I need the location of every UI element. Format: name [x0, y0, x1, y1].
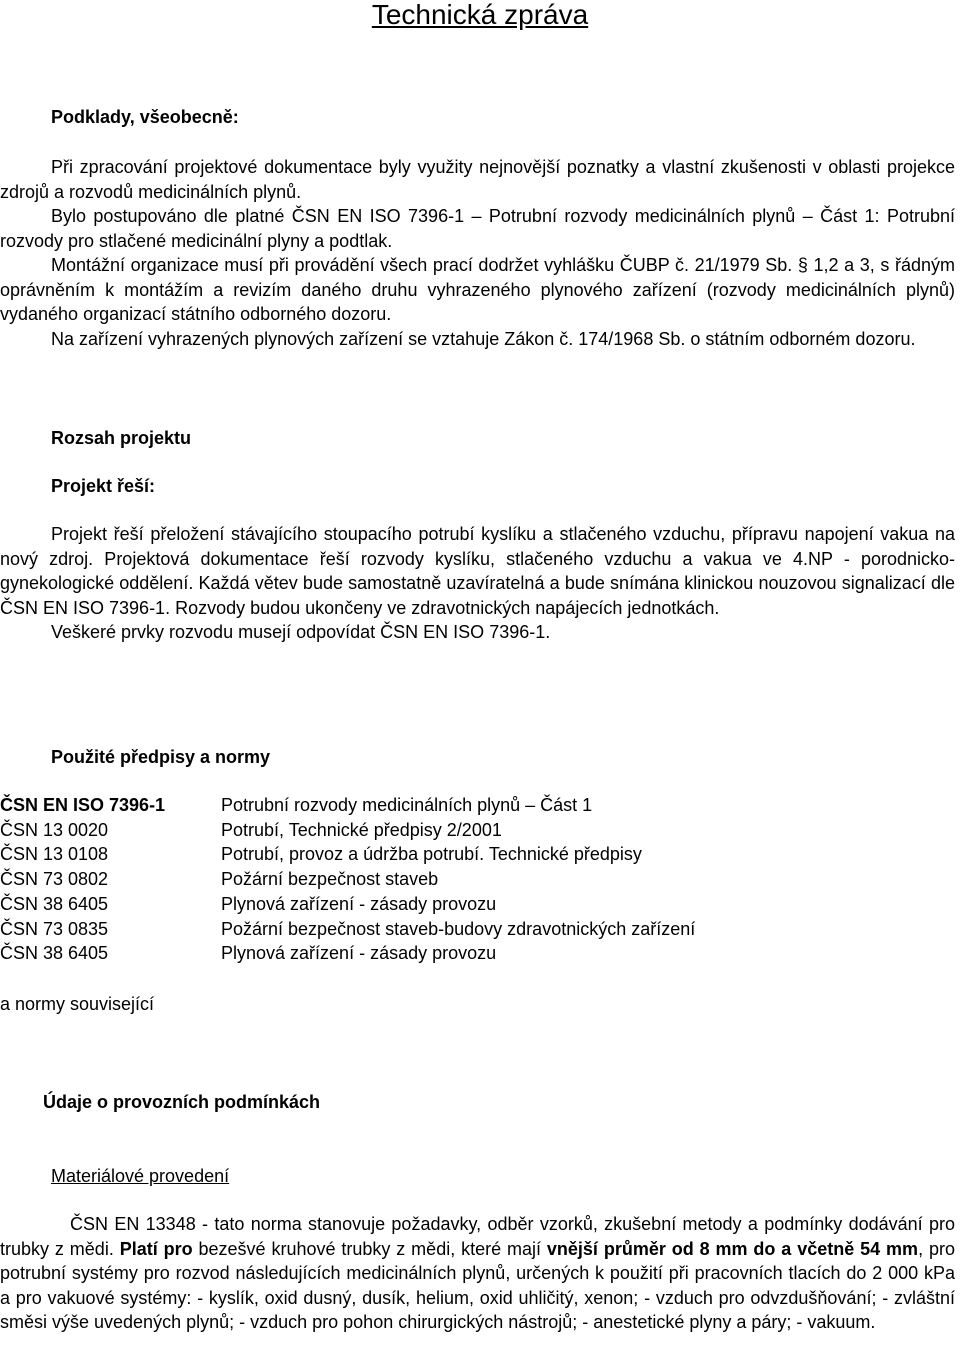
- subheading-material: Materiálové provedení: [51, 1166, 230, 1186]
- standard-desc: Potrubí, Technické předpisy 2/2001: [221, 819, 502, 840]
- basis-line-1: Při zpracování projektové dokumentace byly využity nejnovější poznatky a vlastní zkušenosti v oblasti projekce zdrojů a rozvodů medicinálních plynů.: [0, 157, 955, 202]
- subheading-scope: Projekt řeší:: [51, 476, 156, 496]
- standard-desc: Plynová zařízení - zásady provozu: [221, 943, 497, 964]
- standard-row: [0, 793, 695, 818]
- standard-code: ČSN 38 6405: [0, 893, 109, 914]
- material-text-2: bezešvé kruhové trubky z mědi, které mají: [192, 1238, 547, 1259]
- heading-scope: Rozsah projektu: [51, 428, 192, 448]
- basis-line-3: Montážní organizace musí při provádění všech prací dodržet vyhlášku ČUBP č. 21/1979 Sb. § 1,2 a 3, s řádným oprávněním k montážím a revizím daného druhu vyhrazeného plynového zařízení (rozvody medicinálních plynů) vydaného organizací státního odborného dozoru.: [0, 255, 955, 324]
- basis-line-2: Bylo postupováno dle platné ČSN EN ISO 7396-1 – Potrubní rozvody medicinálních plynů – Část 1: Potrubní rozvody pro stlačené medicinální plyny a podtlak.: [0, 206, 955, 251]
- material-text-1: ČSN EN 13348 - tato norma stanovuje požadavky, odběr vzorků, zkušební metody a podmínky dodávání pro trubky z mědi.: [0, 1214, 955, 1259]
- standard-desc: Potrubní rozvody medicinálních plynů – Část 1: [221, 795, 593, 815]
- material-text-3: , pro potrubní systémy pro rozvod následujících medicinálních plynů, určených k použití při pracovních tlacích do 2 000 kPa a pro vakuové systémy: - kyslík, oxid dusný, dusík, helium, oxid uhličitý, xenon; - vzduch pro odvzdušňování; - zvláštní směsi výše uvedených plynů; - vzduch pro pohon chirurgických nástrojů; - anestetické plyny a páry; - vakuum.: [0, 1238, 955, 1332]
- scope-line-2: Veškeré prvky rozvodu musejí odpovídat ČSN EN ISO 7396-1.: [51, 622, 551, 642]
- basis-paragraph: [0, 155, 955, 351]
- scope-paragraph: [0, 522, 955, 645]
- standard-desc: Požární bezpečnost staveb-budovy zdravotnických zařízení: [221, 918, 696, 939]
- standard-desc: Plynová zařízení - zásady provozu: [221, 893, 497, 914]
- basis-line-4: Na zařízení vyhrazených plynových zařízení se vztahuje Zákon č. 174/1968 Sb. o státním odborném dozoru.: [51, 328, 916, 349]
- scope-line-1: Projekt řeší přeložení stávajícího stoupacího potrubí kyslíku a stlačeného vzduchu, přípravu napojení vakua na nový zdroj. Projektová dokumentace řeší rozvody kyslíku, stlačeného vzduchu a vakua ve 4.NP - porodnicko-gynekologické oddělení. Každá větev bude samostatně uzavíratelná a bude snímána klinickou nouzovou signalizací dle ČSN EN ISO 7396-1. Rozvody budou ukončeny ve zdravotnických napájecích jednotkách.: [0, 524, 955, 618]
- standard-desc: Potrubí, provoz a údržba potrubí. Technické předpisy: [221, 844, 642, 865]
- heading-standards: Použité předpisy a normy: [51, 747, 271, 767]
- heading-operating: Údaje o provozních podmínkách: [43, 1092, 321, 1112]
- standard-row: [0, 892, 695, 917]
- standard-desc: Požární bezpečnost staveb: [221, 869, 439, 890]
- standard-code: ČSN 13 0020: [0, 819, 109, 840]
- standard-code: ČSN EN ISO 7396-1: [0, 795, 166, 815]
- standard-row: [0, 941, 695, 966]
- standard-row: [0, 867, 695, 892]
- heading-basis: Podklady, všeobecně:: [51, 107, 239, 127]
- standard-code: ČSN 13 0108: [0, 844, 109, 865]
- material-bold-1: Platí pro: [119, 1238, 193, 1259]
- standard-code: ČSN 73 0835: [0, 918, 109, 939]
- standard-code: ČSN 73 0802: [0, 869, 109, 890]
- document-title: Technická zpráva: [371, 0, 589, 30]
- material-bold-2: vnější průměr od 8 mm do a včetně 54 mm: [546, 1238, 919, 1259]
- standard-row: [0, 917, 695, 942]
- standard-code: ČSN 38 6405: [0, 943, 109, 964]
- standard-row: [0, 842, 695, 867]
- material-paragraph: [0, 1212, 955, 1335]
- standards-table: [0, 793, 695, 966]
- standard-row: [0, 818, 695, 843]
- standards-footer: a normy související: [0, 994, 155, 1014]
